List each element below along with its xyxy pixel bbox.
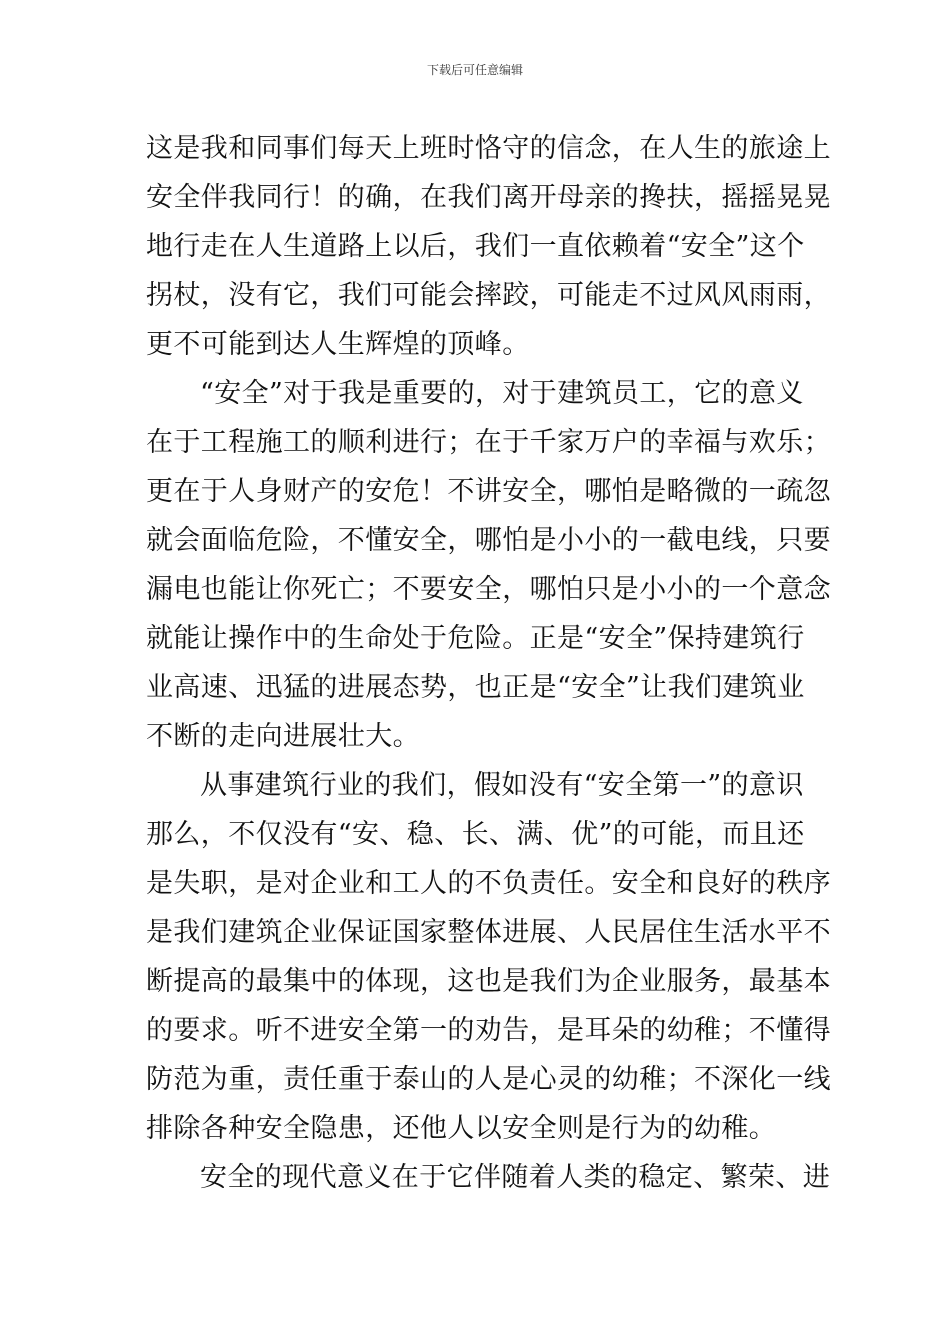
body-line: 的要求。听不进安全第一的劝告，是耳朵的幼稚；不懂得 (146, 1015, 831, 1046)
body-line: 不断的走向进展壮大。 (146, 721, 420, 752)
body-line: 更在于人身财产的安危！不讲安全，哪怕是略微的一疏忽 (146, 476, 831, 507)
body-line: 就会面临危险，不懂安全，哪怕是小小的一截电线，只要 (146, 525, 831, 556)
body-line: 就能让操作中的生命处于危险。正是“安全”保持建筑行 (146, 623, 805, 654)
body-line: 业高速、迅猛的进展态势，也正是“安全”让我们建筑业 (146, 672, 805, 703)
page-header: 下载后可任意编辑 (426, 63, 523, 77)
paragraph-first-line: 从事建筑行业的我们，假如没有“安全第一”的意识 (200, 770, 804, 801)
body-line: 这是我和同事们每天上班时恪守的信念，在人生的旅途上 (146, 133, 831, 164)
paragraph-first-line: “安全”对于我是重要的，对于建筑员工，它的意义 (200, 378, 804, 409)
body-line: 安全伴我同行！的确，在我们离开母亲的搀扶，摇摇晃晃 (146, 182, 831, 213)
body-line: 是我们建筑企业保证国家整体进展、人民居住生活水平不 (146, 917, 831, 948)
body-line: 断提高的最集中的体现，这也是我们为企业服务，最基本 (146, 966, 831, 997)
body-line: 漏电也能让你死亡；不要安全，哪怕只是小小的一个意念 (146, 574, 831, 605)
body-line: 那么，不仅没有“安、稳、长、满、优”的可能，而且还 (146, 819, 805, 850)
body-line: 排除各种安全隐患，还他人以安全则是行为的幼稚。 (146, 1113, 777, 1144)
paragraph-first-line: 安全的现代意义在于它伴随着人类的稳定、繁荣、进 (200, 1162, 831, 1193)
body-line: 拐杖，没有它，我们可能会摔跤，可能走不过风风雨雨， (146, 280, 831, 311)
body-line: 防范为重，责任重于泰山的人是心灵的幼稚；不深化一线 (146, 1064, 831, 1095)
body-line: 地行走在人生道路上以后，我们一直依赖着“安全”这个 (146, 231, 805, 262)
body-line: 在于工程施工的顺利进行；在于千家万户的幸福与欢乐； (146, 427, 831, 458)
body-line: 更不可能到达人生辉煌的顶峰。 (146, 329, 530, 360)
body-line: 是失职，是对企业和工人的不负责任。安全和良好的秩序 (146, 868, 831, 899)
